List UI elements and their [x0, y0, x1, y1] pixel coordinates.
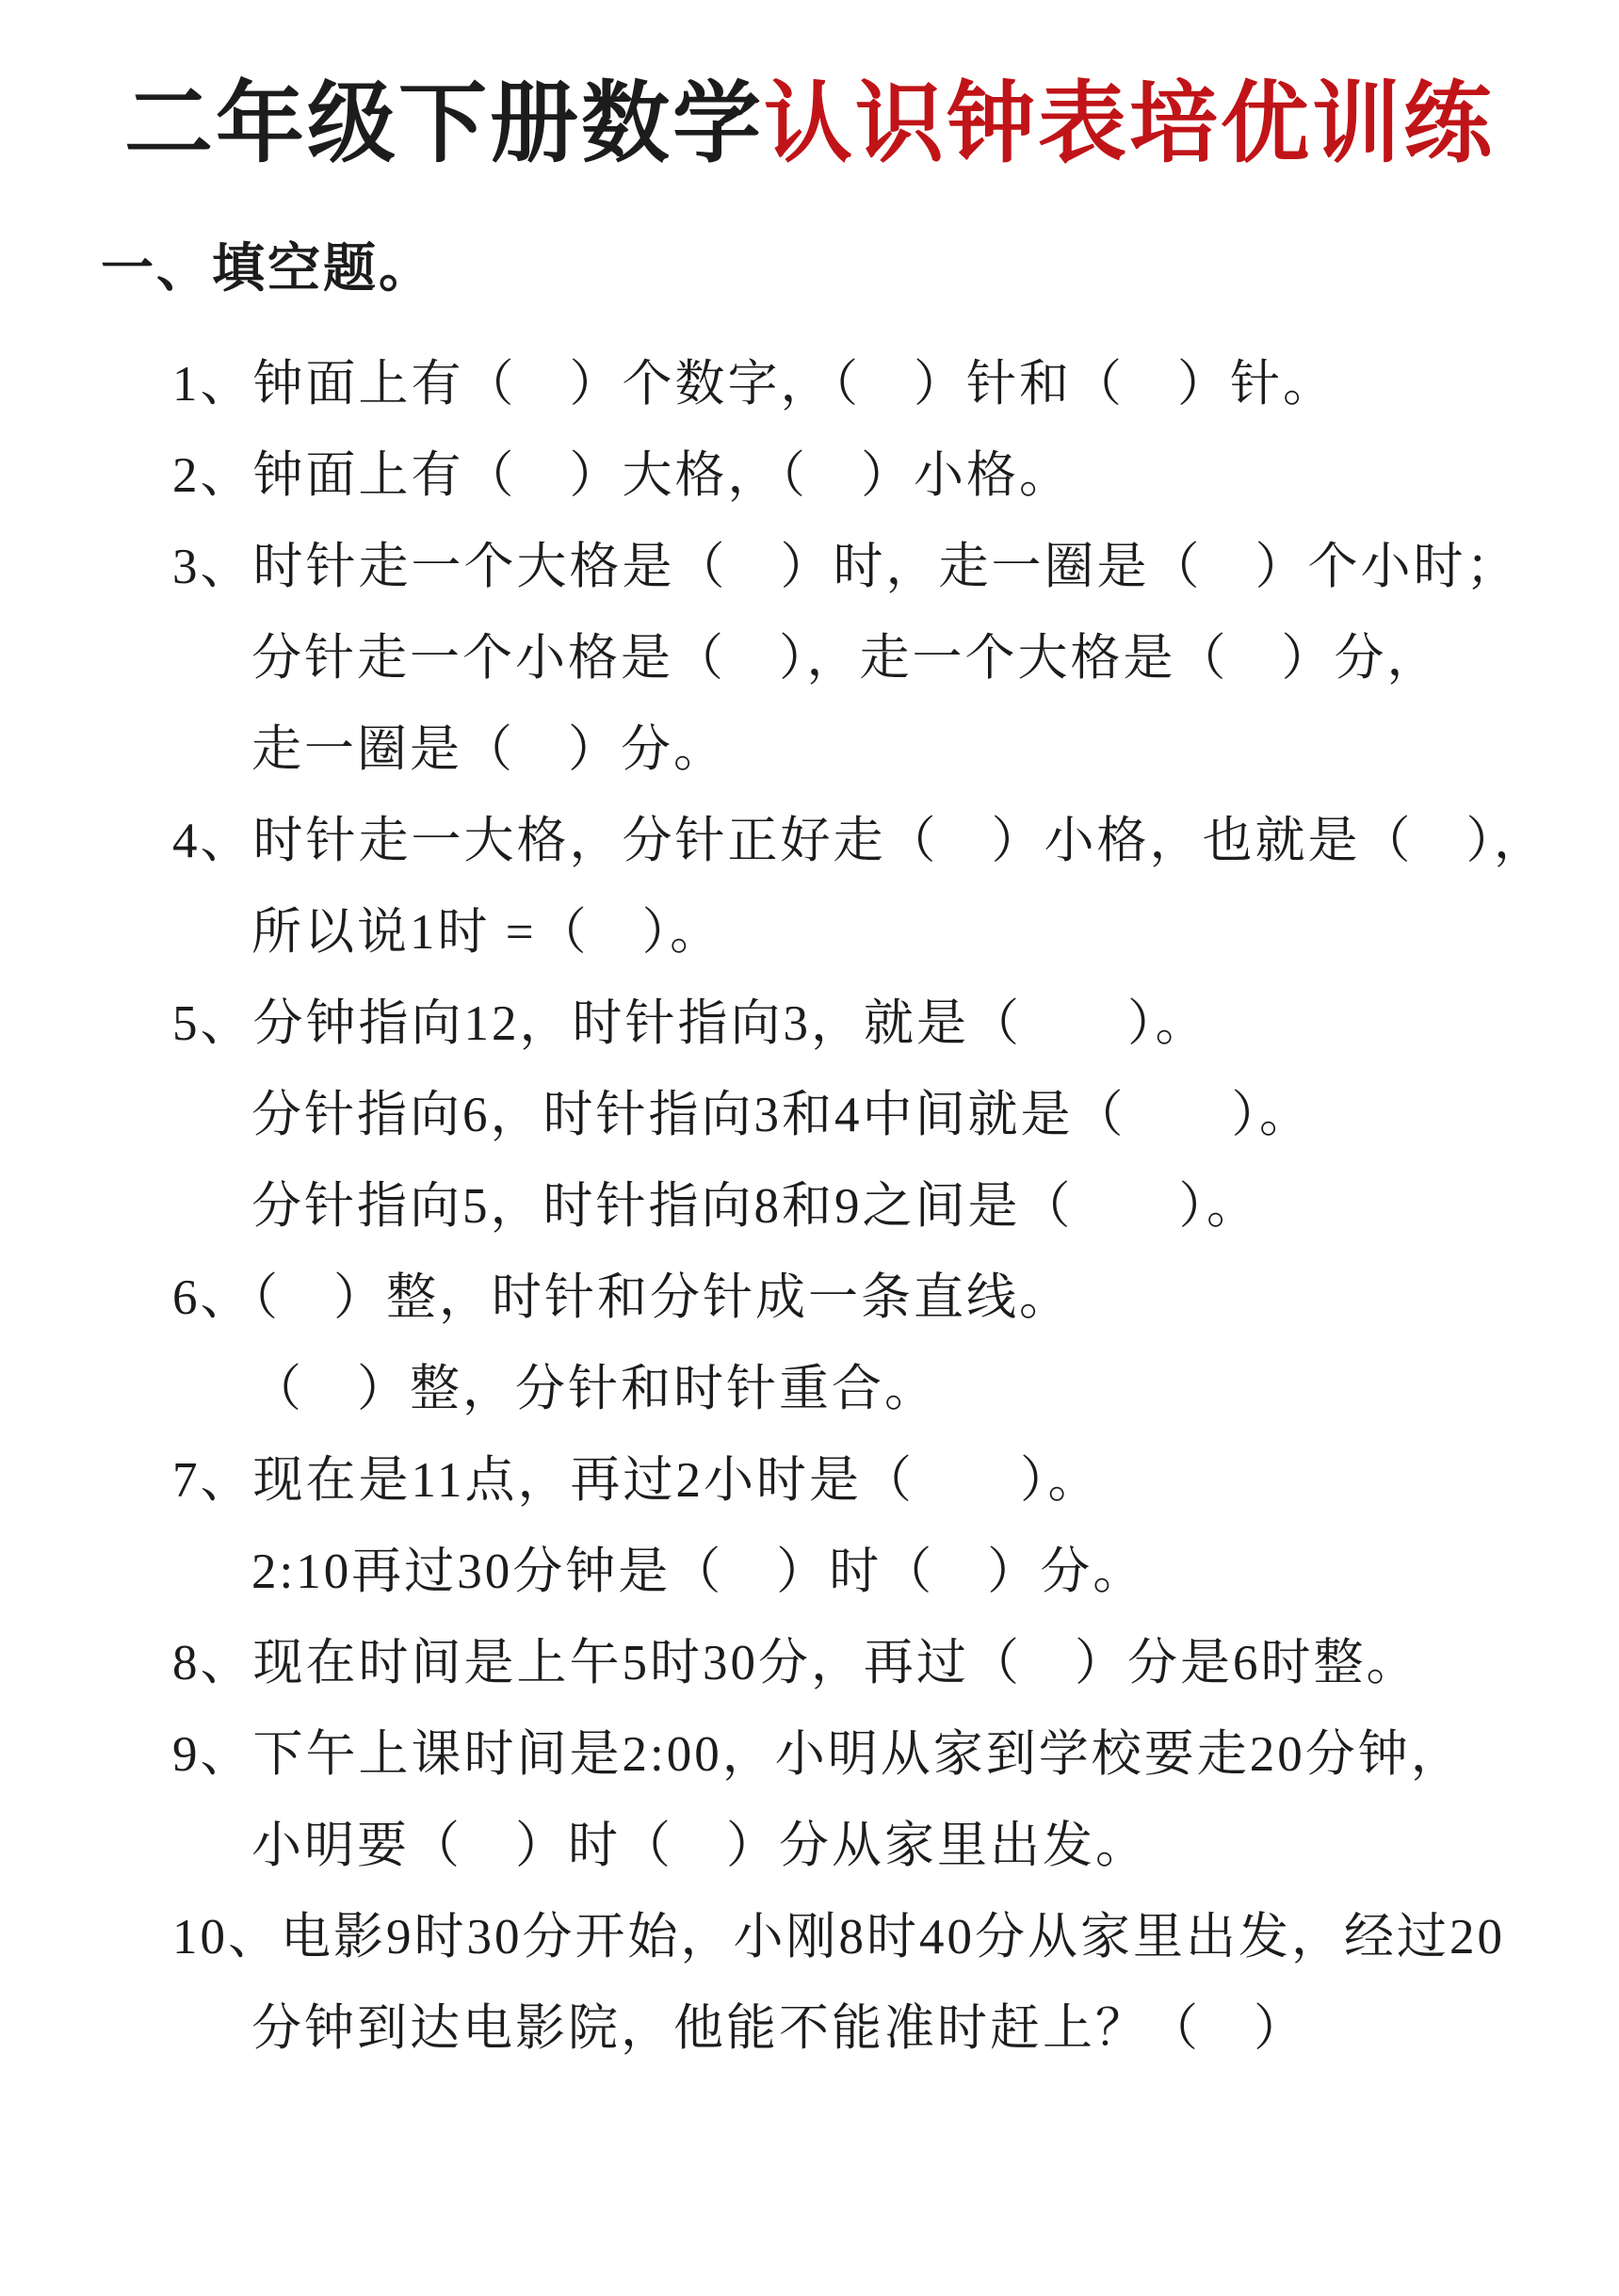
question-list	[0, 339, 1619, 2075]
question-number: 8、	[172, 1636, 253, 1690]
question-line: 10、电影9时30分开始，小刚8时40分从家里出发，经过20	[172, 1910, 1505, 1965]
title-black-part: 二年级下册数学	[123, 73, 764, 172]
question-number: 2、	[172, 448, 253, 503]
question-number: 10、	[172, 1910, 281, 1965]
question-line: 2:10再过30分钟是（ ）时（ ）分。	[251, 1544, 1146, 1599]
question	[0, 1892, 1619, 2075]
question-line: 8、现在时间是上午5时30分，再过（ ）分是6时整。	[172, 1636, 1419, 1690]
question-line: 7、现在是11点，再过2小时是（ ）。	[172, 1453, 1101, 1508]
question-line: （ ）整，分针和时针重合。	[251, 1362, 937, 1416]
question-number: 4、	[172, 814, 253, 868]
question-line: 走一圈是（ ）分。	[251, 722, 726, 777]
question	[0, 978, 1619, 1253]
question-line: 小明要（ ）时（ ）分从家里出发。	[251, 1819, 1148, 1873]
question-number: 6、	[172, 1270, 253, 1325]
section-heading: 一、填空题。	[101, 240, 434, 299]
question-line: 所以说1时 =（ ）。	[251, 905, 723, 960]
title-red-part: 认识钟表培优训练	[764, 73, 1496, 172]
question	[0, 1253, 1619, 1435]
question-line: 1、钟面上有（ ）个数字，（ ）针和（ ）针。	[172, 357, 1336, 412]
question-line: 9、下午上课时间是2:00，小明从家到学校要走20分钟，	[172, 1727, 1464, 1782]
question	[0, 1709, 1619, 1892]
question-number: 1、	[172, 357, 253, 412]
question-number: 3、	[172, 540, 253, 594]
page-title	[0, 0, 1619, 192]
question-number: 9、	[172, 1727, 253, 1782]
question-line: 5、分钟指向12，时针指向3，就是（ ）。	[172, 996, 1208, 1051]
question-line: 6、（ ）整，时针和分针成一条直线。	[172, 1270, 1072, 1325]
question-line: 分针指向6，时针指向3和4中间就是（ ）。	[251, 1088, 1312, 1142]
question-number: 7、	[172, 1453, 253, 1508]
question-line: 3、时针走一个大格是（ ）时，走一圈是（ ）个小时；	[172, 540, 1519, 594]
question	[0, 1618, 1619, 1709]
question	[0, 430, 1619, 522]
question	[0, 339, 1619, 430]
question-number: 5、	[172, 996, 253, 1051]
question	[0, 1435, 1619, 1618]
question-line: 分针走一个小格是（ ），走一个大格是（ ）分，	[251, 631, 1440, 686]
question-line: 分钟到达电影院，他能不能准时赶上？（ ）	[251, 2001, 1306, 2056]
question	[0, 796, 1619, 978]
question	[0, 522, 1619, 796]
question-line: 分针指向5，时针指向8和9之间是（ ）。	[251, 1179, 1259, 1234]
question-line: 2、钟面上有（ ）大格，（ ）小格。	[172, 448, 1072, 503]
question-line: 4、时针走一大格，分针正好走（ ）小格，也就是（ ），	[172, 814, 1546, 868]
